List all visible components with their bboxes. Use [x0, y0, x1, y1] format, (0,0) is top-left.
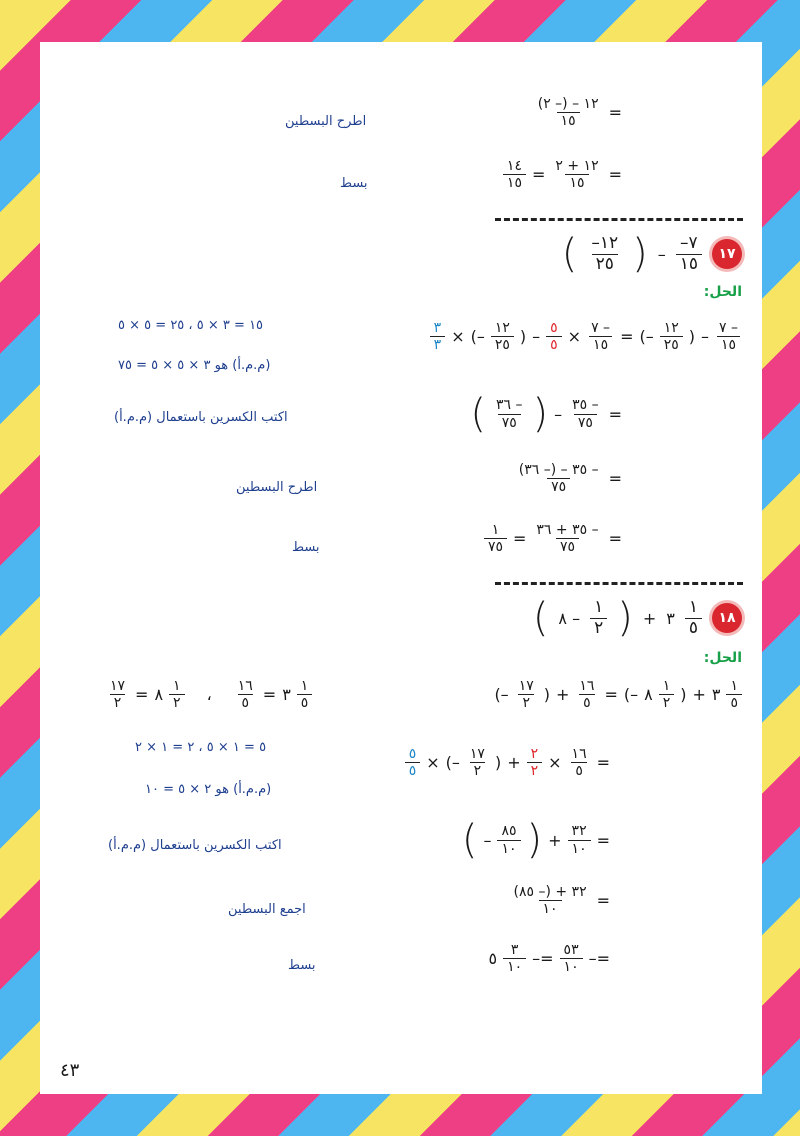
- step-note: اطرح البسطين: [285, 114, 367, 129]
- page-number: ٤٣: [60, 1060, 80, 1081]
- problem-17-header: ١٧ $\frac{٧-}{١٥}$ – ( $\frac{١٢-}{٢٥}$ ): [562, 234, 742, 274]
- problem-number-badge: ١٧: [712, 239, 742, 269]
- divider: [495, 582, 743, 585]
- step-note: بسط: [288, 958, 316, 973]
- lcm-result: (م.م.أ) هو ٢ × ٥ = ١٠: [145, 782, 272, 797]
- p18-equation-1: $\frac{١}{٥}$ ٣ + ( $\frac{١}{٢}$ ٨ –) = $\frac{١٦}{٥}$ + ( $\frac{١٧}{٢}$ –): [494, 678, 742, 711]
- divider: [495, 218, 743, 221]
- step-note: اطرح البسطين: [236, 480, 318, 495]
- p17-equation-1: $\frac{- ٧}{١٥}$ – ( $\frac{١٢}{٢٥}$ –) = $\frac{- ٧}{١٥}$ × $\frac{٥}{٥}$ – ( $\frac{١٢}{٢٥}$ –) × $\frac{٣}{٣}$: [430, 320, 742, 353]
- equation-top-1: = $\frac{١٢ - (- ٢)}{١٥}$: [537, 96, 622, 130]
- step-note: بسط: [292, 540, 320, 555]
- step-note: اجمع البسطين: [228, 902, 306, 917]
- lcm-result: (م.م.أ) هو ٣ × ٥ × ٥ = ٧٥: [118, 358, 271, 373]
- lcm-factorization: ١٥ = ٣ × ٥ ، ٢٥ = ٥ × ٥: [118, 318, 264, 333]
- step-note: اكتب الكسرين باستعمال (م.م.أ): [108, 838, 282, 853]
- solution-label: الحل:: [703, 650, 742, 666]
- p18-equation-2: = $\frac{١٦}{٥}$ × $\frac{٢}{٢}$ + ( $\frac{١٧}{٢}$ –) × $\frac{٥}{٥}$: [405, 746, 610, 779]
- p18-equation-4: = $\frac{٣٢ + (- ٨٥)}{١٠}$: [513, 884, 610, 918]
- worksheet-page: [40, 42, 762, 1094]
- p17-equation-2: = $\frac{- ٣٥}{٧٥}$ – ( $\frac{- ٣٦}{٧٥}$ ): [470, 391, 622, 437]
- lcm-factorization: ٥ = ١ × ٥ ، ٢ = ١ × ٢: [135, 740, 267, 755]
- p17-equation-3: = $\frac{- ٣٥ - (- ٣٦)}{٧٥}$: [518, 462, 622, 496]
- equation-top-2: = $\frac{١٢ + ٢}{١٥}$ = $\frac{١٤}{١٥}$: [503, 158, 622, 191]
- p18-equation-5: =– $\frac{٥٣}{١٠}$ =– $\frac{٣}{١٠}$ ٥: [488, 942, 610, 976]
- p18-equation-3: = $\frac{٣٢}{١٠}$ + ( $\frac{٨٥}{١٠}$ – ): [461, 817, 610, 863]
- problem-number-badge: ١٨: [712, 603, 742, 633]
- problem-18-header: ١٨ $\frac{١}{٥}$ ٣ + ( $\frac{١}{٢}$ – ٨ ): [533, 598, 742, 638]
- step-note: بسط: [340, 176, 368, 191]
- p17-equation-4: = $\frac{- ٣٥ + ٣٦}{٧٥}$ = $\frac{١}{٧٥}$: [484, 522, 622, 555]
- step-note: اكتب الكسرين باستعمال (م.م.أ): [114, 410, 288, 425]
- solution-label: الحل:: [703, 284, 742, 300]
- mixed-to-improper-notes: $\frac{١٧}{٢}$ = ٨ $\frac{١}{٢}$ ، $\frac{١٦}{٥}$ = ٣ $\frac{١}{٥}$: [106, 678, 312, 711]
